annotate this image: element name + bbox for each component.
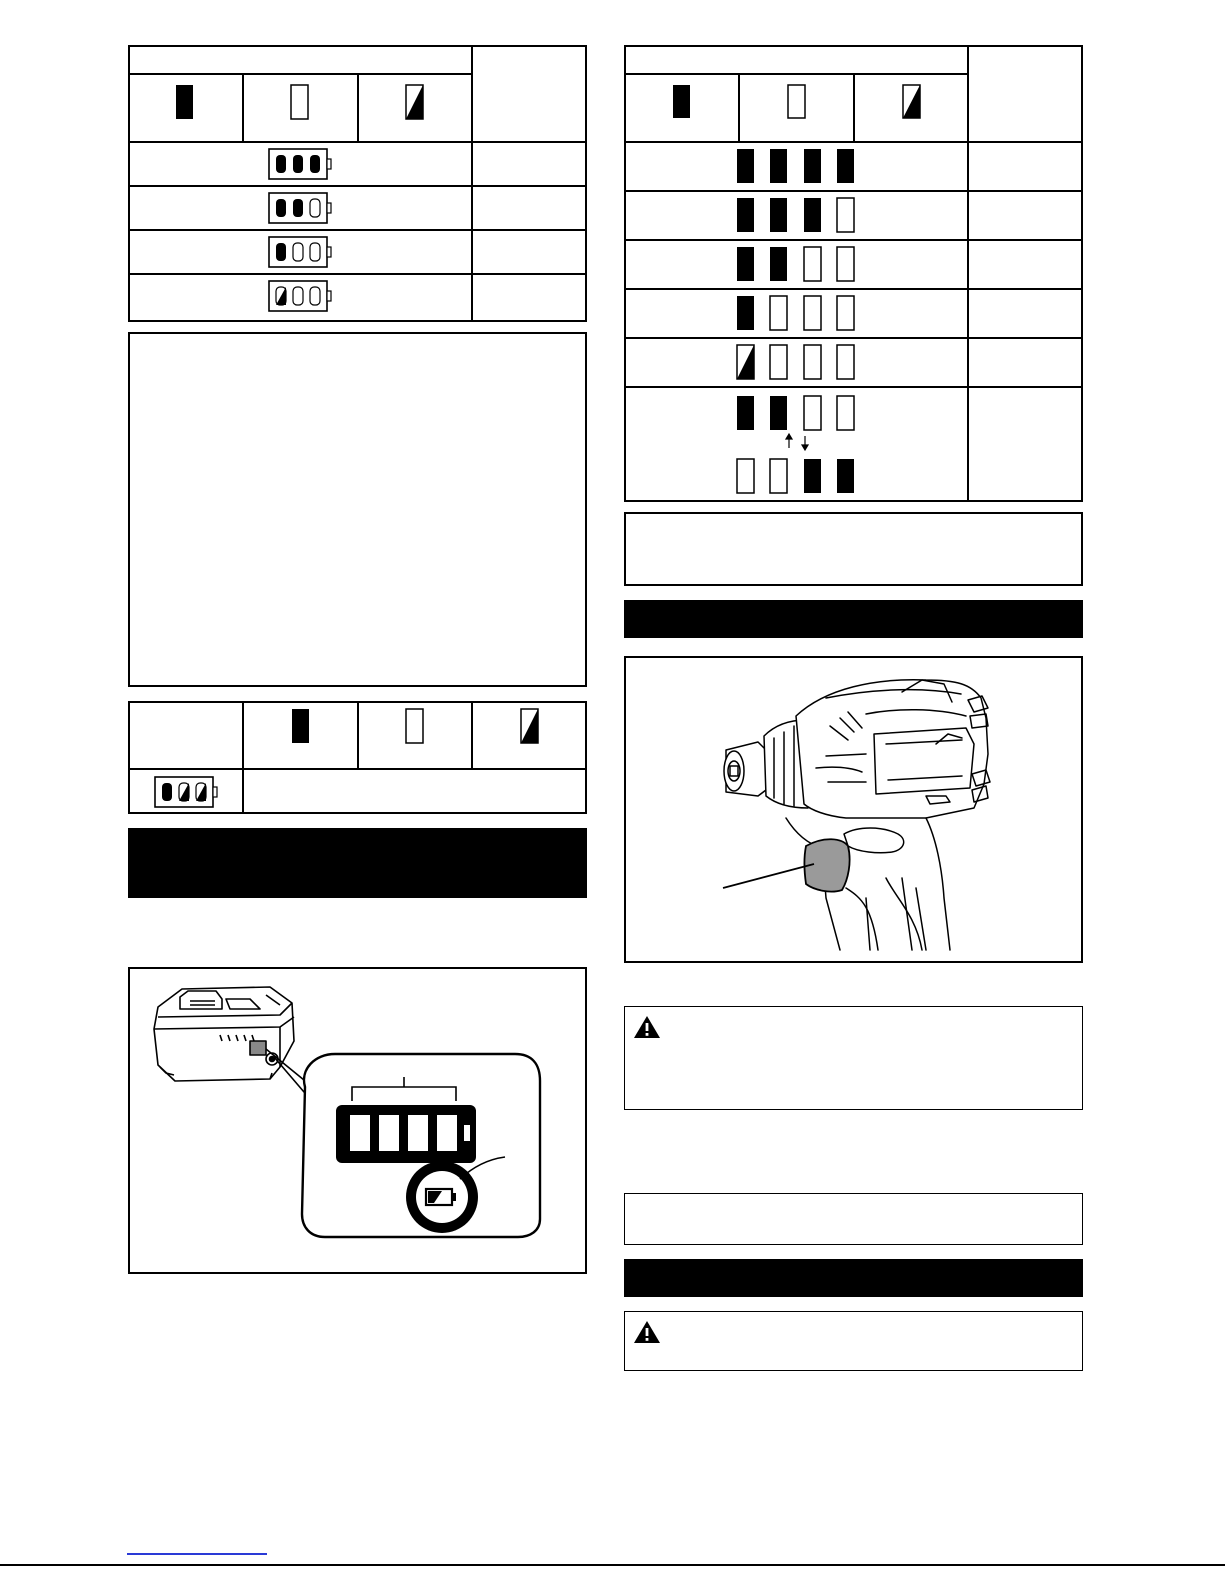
- footer-rule: [0, 1564, 1225, 1566]
- lamp-row: [737, 345, 854, 379]
- section-heading-bar: [624, 600, 1083, 638]
- battery-icon: [268, 148, 332, 180]
- warning-triangle-icon: [633, 1015, 661, 1039]
- tool-figure: [624, 656, 1083, 963]
- lamp-row: [737, 459, 854, 493]
- lamp-row: [737, 149, 854, 183]
- lamp-on-icon: [176, 85, 193, 119]
- warning-box: [624, 1311, 1083, 1371]
- lamp-off-icon: [291, 85, 308, 119]
- lamp-blinking-icon: [521, 709, 538, 743]
- note-box: [624, 1193, 1083, 1245]
- lamp-blinking-icon: [903, 85, 920, 118]
- lamp-off-icon: [788, 85, 805, 118]
- battery-icon: [154, 776, 218, 808]
- warning-box: [624, 1006, 1083, 1110]
- arrows-icon: [786, 434, 808, 450]
- section-heading-bar: [128, 828, 587, 898]
- note-box: [128, 332, 587, 687]
- note-box: [624, 512, 1083, 586]
- lamp-row: [737, 396, 854, 430]
- lamp-off-icon: [406, 709, 423, 743]
- remaining-capacity-table-grid: [624, 45, 1083, 502]
- battery-level-table: [128, 45, 587, 322]
- warning-triangle-icon: [633, 1320, 661, 1344]
- lamp-row: [737, 247, 854, 281]
- battery-icon: [268, 192, 332, 224]
- lamp-on-icon: [673, 85, 690, 118]
- impact-driver-illustration: [626, 658, 1085, 965]
- section-heading-bar: [624, 1259, 1083, 1297]
- lamp-row: [737, 296, 854, 330]
- footer-link-underline[interactable]: [127, 1553, 267, 1555]
- battery-icon: [268, 236, 332, 268]
- lamp-on-icon: [292, 709, 309, 743]
- lamp-row: [737, 198, 854, 232]
- battery-icon: [268, 280, 332, 312]
- battery-level-table-grid: [128, 45, 587, 322]
- battery-pack-illustration: [130, 969, 589, 1276]
- lamp-blinking-icon: [406, 85, 423, 119]
- remaining-capacity-table: [624, 45, 1083, 502]
- battery-indicator-figure: [128, 967, 587, 1274]
